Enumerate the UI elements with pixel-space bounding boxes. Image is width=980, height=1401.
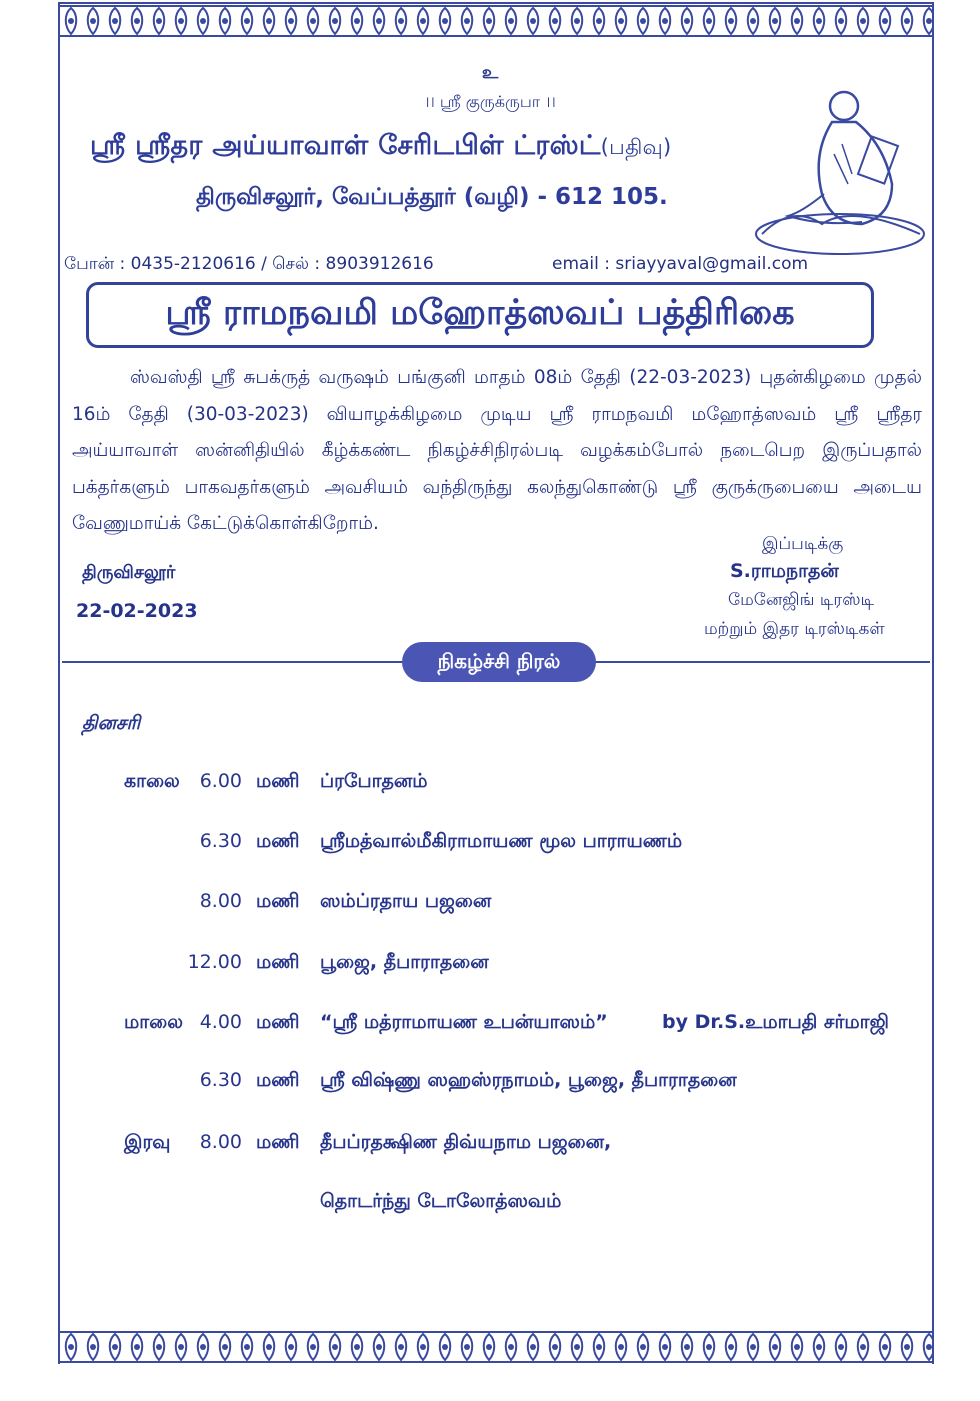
bottom-ornamental-border bbox=[60, 1330, 932, 1364]
daily-label: தினசரி bbox=[82, 712, 141, 734]
trust-name-text: ஸ்ரீ ஸ்ரீதர அய்யாவாள் சேரிடபிள் ட்ரஸ்ட் bbox=[90, 130, 601, 161]
trust-address: திருவிசலூர், வேப்பத்தூர் (வழி) - 612 105. bbox=[196, 184, 668, 210]
schedule-unit: மணி bbox=[256, 770, 300, 792]
schedule-event: ஸ்ரீமத்வால்மீகிராமாயண மூல பாராயணம் bbox=[320, 830, 683, 852]
registered-label: (பதிவு) bbox=[600, 135, 672, 159]
sage-illustration bbox=[752, 84, 928, 260]
signature-place: திருவிசலூர் bbox=[82, 562, 176, 583]
signatory-role: மேனேஜிங் டிரஸ்டி bbox=[728, 590, 874, 610]
schedule-time: 6.30 bbox=[199, 1069, 242, 1091]
invocation-text: ।। ஸ்ரீ குருக்ருபா ।। bbox=[424, 92, 556, 111]
schedule-event: ப்ரபோதனம் bbox=[320, 770, 428, 792]
schedule-event: தீபப்ரதக்ஷிண திவ்யநாம பஜனை, bbox=[320, 1131, 612, 1153]
schedule-row bbox=[0, 951, 980, 981]
schedule-row bbox=[0, 1011, 980, 1041]
schedule-row bbox=[0, 1131, 980, 1161]
schedule-unit: மணி bbox=[256, 890, 300, 912]
schedule-session: காலை bbox=[124, 770, 180, 792]
schedule-unit: மணி bbox=[256, 1069, 300, 1091]
ornament-pattern-bottom bbox=[60, 1330, 932, 1364]
body-line: குருக்ருபையை அடைய வேணுமாய்க் கேட்டுக்கொள்கிறோம். bbox=[72, 476, 922, 534]
schedule-unit: மணி bbox=[256, 951, 300, 973]
schedule-time: 4.00 bbox=[199, 1011, 242, 1033]
schedule-row bbox=[0, 1069, 980, 1099]
phone-numbers: போன் : 0435-2120616 / செல் : 8903912616 bbox=[64, 254, 434, 274]
schedule-row bbox=[0, 830, 980, 860]
invitation-title-box bbox=[86, 282, 874, 348]
om-symbol: உ bbox=[481, 62, 499, 83]
schedule-row bbox=[0, 890, 980, 920]
body-line: ஸ்வஸ்தி ஸ்ரீ சுபக்ருத் வருஷம் பங்குனி மாதம் 08ம் தேதி (22-03-2023) புதன்கிழமை bbox=[130, 367, 866, 388]
schedule-event: ஸ்ரீ விஷ்ணு ஸஹஸ்ரநாமம், பூஜை, தீபாராதனை bbox=[320, 1069, 737, 1091]
schedule-time: 6.30 bbox=[199, 830, 242, 852]
signatory-others: மற்றும் இதர டிரஸ்டிகள் bbox=[704, 619, 885, 639]
invitation-title: ஸ்ரீ ராமநவமி மஹோத்ஸவப் பத்திரிகை bbox=[165, 293, 795, 333]
ornament-pattern-top bbox=[60, 4, 932, 38]
program-label-pill bbox=[402, 642, 596, 682]
signatory-name: S.ராமநாதன் bbox=[730, 560, 839, 582]
schedule-time: 8.00 bbox=[199, 1131, 242, 1153]
schedule-event: ஸம்ப்ரதாய பஜனை bbox=[320, 890, 492, 912]
signature-date: 22-02-2023 bbox=[76, 600, 198, 622]
schedule-session: மாலை bbox=[124, 1011, 183, 1033]
schedule-event: பூஜை, தீபாராதனை bbox=[320, 951, 489, 973]
schedule-event: “ஸ்ரீ மத்ராமாயண உபன்யாஸம்” bbox=[320, 1011, 608, 1033]
top-ornamental-border bbox=[60, 4, 932, 38]
schedule-time: 8.00 bbox=[199, 890, 242, 912]
schedule-time: 6.00 bbox=[199, 770, 242, 792]
invitation-body bbox=[72, 360, 922, 543]
body-line: ஸ்ரீதர அய்யாவாள் ஸன்னிதியில் கீழ்க்கண்ட நிகழ்ச்சிநிரல்படி வழக்கம்போல் நடைபெற bbox=[72, 403, 922, 461]
email-address: email : sriayyaval@gmail.com bbox=[552, 254, 809, 274]
schedule-time: 12.00 bbox=[187, 951, 242, 973]
program-label: நிகழ்ச்சி நிரல் bbox=[437, 648, 561, 673]
schedule-unit: மணி bbox=[256, 830, 300, 852]
schedule-speaker: by Dr.S.உமாபதி சர்மாஜி bbox=[662, 1011, 889, 1033]
signature-ippadikku: இப்படிக்கு bbox=[762, 534, 844, 554]
schedule-session: இரவு bbox=[124, 1131, 171, 1153]
body-line: இருப்பதால் பக்தர்களும் பாகவதர்களும் அவசியம் வந்திருந்து கலந்துகொண்டு ஸ்ரீ bbox=[72, 440, 922, 498]
schedule-unit: மணி bbox=[256, 1131, 300, 1153]
schedule-row bbox=[0, 770, 980, 800]
schedule-row bbox=[0, 1190, 980, 1220]
schedule-unit: மணி bbox=[256, 1011, 300, 1033]
body-line: முதல் 16ம் தேதி (30-03-2023) வியாழக்கிழமை முடிய ஸ்ரீ ராமநவமி மஹோத்ஸவம் ஸ்ரீ bbox=[72, 367, 922, 425]
trust-name bbox=[90, 130, 672, 165]
schedule-event: தொடர்ந்து டோலோத்ஸவம் bbox=[320, 1190, 562, 1212]
